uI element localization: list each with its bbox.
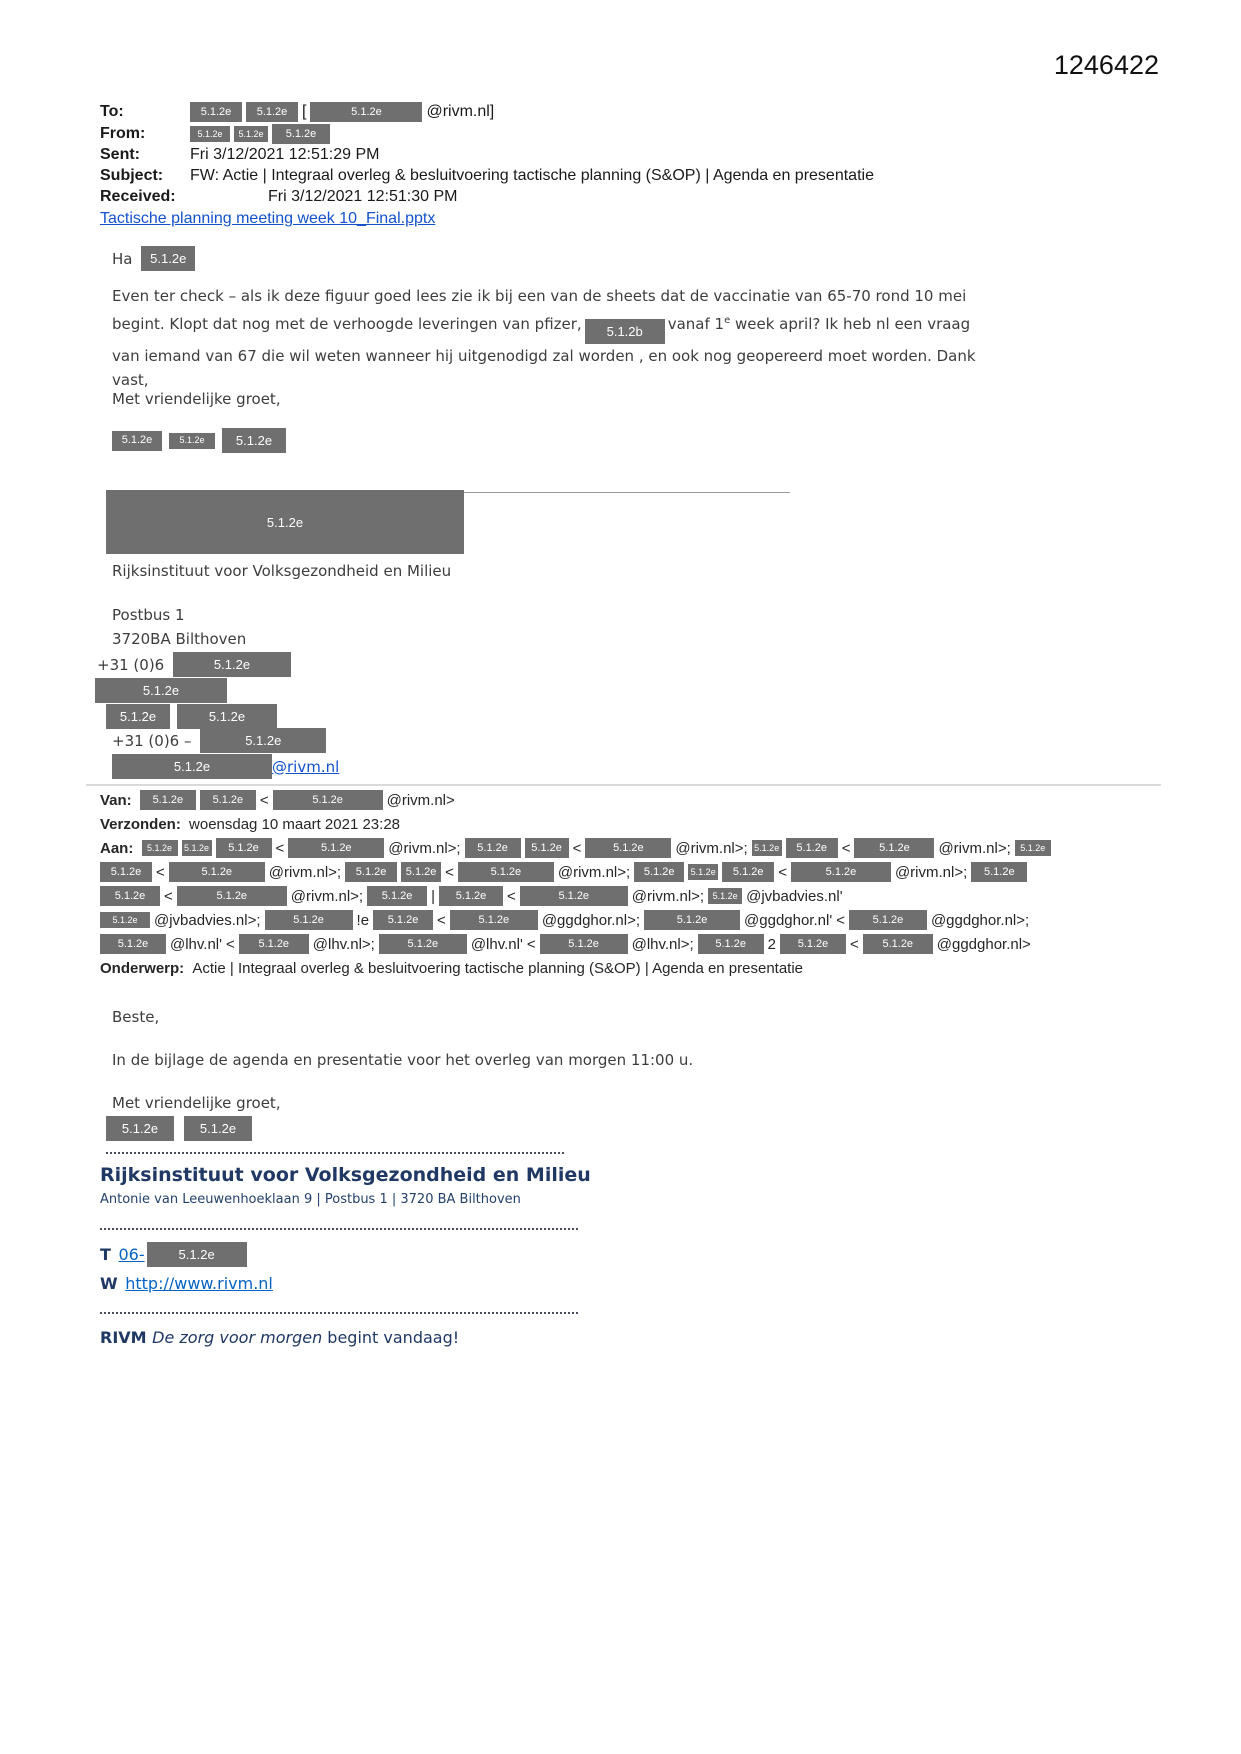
web-signature-line — [100, 1274, 273, 1293]
redaction-block: 5.1.2e — [100, 934, 166, 954]
slogan-line — [100, 1328, 459, 1347]
redaction-block: 5.1.2e — [345, 862, 397, 882]
text-token: @rivm.nl>; — [631, 887, 705, 905]
redaction-block: 5.1.2e — [169, 433, 215, 449]
redaction-block: 5.1.2e — [222, 428, 286, 453]
redaction-block: 5.1.2e — [722, 862, 774, 882]
redaction-block: 5.1.2e — [173, 652, 291, 677]
redaction-block: 5.1.2e — [190, 102, 242, 122]
redaction-block: 5.1.2e — [184, 1116, 252, 1141]
body-line-2: In de bijlage de agenda en presentatie voor het overleg van morgen 11:00 u. — [112, 1051, 694, 1069]
text-token: @ggdghor.nl>; — [541, 911, 641, 929]
greeting-line — [112, 246, 195, 271]
text-token: Fri 3/12/2021 12:51:29 PM — [190, 146, 380, 163]
org-name-2: Rijksinstituut voor Volksgezondheid en Milieu — [100, 1164, 591, 1186]
attachment-row — [100, 210, 435, 228]
text-token: < — [275, 839, 285, 857]
header-row-received — [100, 188, 457, 206]
text-token: van iemand van 67 die wil weten wanneer hij uitgenodigd zal worden , en ook nog geopereerd moet worden. Dank — [112, 346, 976, 365]
text-token: Verzonden: — [100, 816, 186, 833]
sent-value — [190, 146, 379, 164]
redaction-block: 5.1.2e — [644, 910, 740, 930]
text-token: < — [841, 839, 851, 857]
redaction-block: 5.1.2e — [141, 246, 195, 271]
org-address-2: Antonie van Leeuwenhoeklaan 9 | Postbus 1 | 3720 BA Bilthoven — [100, 1192, 521, 1207]
text-token: @rivm.nl> — [386, 791, 455, 809]
signature-redaction-row — [112, 428, 286, 453]
text-token: begint. Klopt dat nog met de verhoogde leveringen van pfizer, — [112, 314, 582, 333]
verzonden-line — [100, 816, 400, 833]
redaction-block: 5.1.2e — [849, 910, 927, 930]
text-token: @lhv.nl>; — [312, 935, 375, 953]
text-token: < — [156, 863, 165, 881]
attachment-link[interactable]: Tactische planning meeting week 10_Final.pptx — [100, 210, 436, 227]
text-token: @rivm.nl>; — [290, 887, 364, 905]
sent-label: Sent: — [100, 146, 140, 163]
greeting-line-2: Beste, — [112, 1008, 160, 1026]
text-token: [ — [302, 103, 307, 120]
redaction-block: 5.1.2e — [182, 840, 212, 856]
text-token: @ggdghor.nl>; — [930, 911, 1030, 929]
text-token: < — [437, 911, 446, 929]
received-value — [190, 188, 457, 206]
redaction-block: 5.1.2e — [708, 888, 742, 904]
signature-card-redaction: 5.1.2e — [106, 490, 464, 554]
text-token: < — [526, 935, 536, 953]
text-token: Onderwerp: — [100, 960, 189, 977]
redaction-block: 5.1.2e — [540, 934, 628, 954]
redaction-block: 5.1.2e — [791, 862, 891, 882]
aan-line-5 — [100, 934, 1031, 954]
redaction-block: 5.1.2e — [112, 754, 272, 779]
redaction-block: 5.1.2b — [585, 319, 665, 344]
text-token: +31 (0)6 — [97, 655, 169, 674]
text-token: W — [100, 1274, 124, 1293]
text-token: @lhv.nl' — [470, 935, 523, 953]
text-token: < — [445, 863, 454, 881]
dotted-separator-2 — [100, 1228, 578, 1230]
onderwerp-line — [100, 960, 803, 977]
text-token: Actie | Integraal overleg & besluitvoering tactische planning (S&OP) | Agenda en presentatie — [192, 960, 804, 977]
phone-signature-line — [100, 1242, 247, 1267]
text-token: @rivm.nl>; — [268, 863, 342, 881]
redaction-block: 5.1.2e — [169, 862, 265, 882]
text-token: < — [778, 863, 787, 881]
phone-line-2 — [112, 728, 326, 753]
redaction-block: 5.1.2e — [401, 862, 441, 882]
text-token: T — [100, 1245, 117, 1264]
text-token: < — [836, 911, 845, 929]
text-token: < — [259, 791, 269, 809]
text-token: @jvbadvies.nl' — [746, 887, 843, 905]
redaction-block: 5.1.2e — [698, 934, 764, 954]
redaction-block: 5.1.2e — [273, 790, 383, 810]
text-token: @rivm.nl] — [426, 103, 495, 120]
to-label: To: — [100, 103, 124, 120]
org-name-1: Rijksinstituut voor Volksgezondheid en Milieu — [112, 562, 452, 580]
redaction-block: 5.1.2e — [288, 838, 384, 858]
text-token: Fri 3/12/2021 12:51:30 PM — [268, 188, 458, 205]
redaction-block: 5.1.2e — [520, 886, 628, 906]
text-token: vanaf 1 — [667, 314, 725, 333]
aan-line-2 — [100, 862, 1027, 882]
redaction-block: 5.1.2e — [450, 910, 538, 930]
aan-line-4 — [100, 910, 1029, 930]
dotted-separator-3 — [100, 1312, 578, 1314]
redaction-block: 5.1.2e — [373, 910, 433, 930]
text-token: < — [164, 887, 173, 905]
redacted-line-1 — [95, 678, 227, 703]
redaction-block: 5.1.2e — [525, 838, 569, 858]
redaction-block: 5.1.2e — [200, 728, 326, 753]
redaction-block: 5.1.2e — [177, 886, 287, 906]
redacted-line-2 — [106, 704, 277, 729]
aan-line-1 — [100, 838, 1051, 858]
text-token: @lhv.nl>; — [631, 935, 694, 953]
body-paragraph — [112, 284, 1137, 393]
document-number: 1246422 — [1053, 50, 1159, 80]
redaction-block: 5.1.2e — [465, 838, 521, 858]
redaction-block: 5.1.2e — [688, 864, 718, 880]
link[interactable]: http://www.rivm.nl — [125, 1274, 273, 1293]
redaction-block: 5.1.2e — [780, 934, 846, 954]
text-token: week april? Ik heb nl een vraag — [730, 314, 971, 333]
redaction-block: 5.1.2e — [752, 840, 782, 856]
subject-label: Subject: — [100, 167, 164, 184]
redaction-block: 5.1.2e — [265, 910, 353, 930]
text-token: FW: Actie | Integraal overleg & besluitvoering tactische planning (S&OP) | Agenda en presentatie — [190, 167, 874, 184]
text-token: @ggdghor.nl> — [936, 935, 1031, 953]
text-token: vast, — [112, 371, 149, 389]
closing-line-2: Met vriendelijke groet, — [112, 1094, 281, 1112]
redaction-block: 5.1.2e — [100, 886, 160, 906]
header-row-from — [100, 124, 330, 144]
received-label: Received: — [100, 188, 176, 205]
text-token: < — [850, 935, 859, 953]
section-divider — [86, 784, 1161, 786]
header-row-subject — [100, 167, 874, 185]
header-row-to — [100, 102, 494, 122]
phone-line-1 — [97, 652, 291, 677]
text-token: @rivm.nl>; — [557, 863, 631, 881]
text-token: | — [431, 887, 435, 905]
redaction-block: 5.1.2e — [439, 886, 503, 906]
text-token: @rivm.nl>; — [388, 839, 461, 857]
text-token: Van: — [100, 791, 136, 809]
redaction-block: 5.1.2e — [367, 886, 427, 906]
signature-redaction-row-2 — [106, 1116, 252, 1141]
text-token: @jvbadvies.nl>; — [154, 911, 261, 929]
redaction-block: 5.1.2e — [112, 431, 162, 451]
redaction-block: 5.1.2e — [272, 124, 330, 144]
redaction-block: 5.1.2e — [200, 790, 256, 810]
from-value — [190, 124, 330, 144]
redaction-block: 5.1.2e — [310, 102, 422, 122]
header-row-sent — [100, 146, 379, 164]
redaction-block: 5.1.2e — [863, 934, 933, 954]
redaction-block: 5.1.2e — [95, 678, 227, 703]
text-token: RIVM — [100, 1328, 153, 1347]
redaction-block: 5.1.2e — [100, 862, 152, 882]
text-token: Ha — [112, 249, 138, 268]
redaction-block: 5.1.2e — [100, 912, 150, 928]
redaction-block: 5.1.2e — [971, 862, 1027, 882]
van-line — [100, 790, 455, 810]
text-token: De zorg voor morgen — [152, 1328, 323, 1347]
redaction-block: 5.1.2e — [246, 102, 298, 122]
address-line-2: 3720BA Bilthoven — [112, 630, 247, 648]
dotted-separator-1 — [106, 1152, 564, 1154]
redaction-block: 5.1.2e — [177, 704, 277, 729]
redaction-block: 5.1.2e — [585, 838, 671, 858]
signature-card-line — [464, 492, 790, 493]
closing-line: Met vriendelijke groet, — [112, 390, 281, 408]
text-token: @rivm.nl>; — [938, 839, 1011, 857]
redaction-block: 5.1.2e — [106, 1116, 174, 1141]
text-token: < — [572, 839, 582, 857]
to-value — [190, 102, 494, 122]
text-token: Aan: — [100, 839, 138, 857]
link[interactable]: @rivm.nl — [272, 757, 340, 776]
text-token: begint vandaag! — [322, 1328, 460, 1347]
redaction-block: 5.1.2e — [854, 838, 934, 858]
redaction-block: 5.1.2e — [239, 934, 309, 954]
text-token: @rivm.nl>; — [894, 863, 968, 881]
redaction-block: 5.1.2e — [106, 704, 170, 729]
link[interactable]: 06- — [118, 1245, 145, 1264]
redaction-block: 5.1.2e — [1015, 840, 1051, 856]
redaction-block: 5.1.2e — [140, 790, 196, 810]
text-token: woensdag 10 maart 2021 23:28 — [189, 816, 401, 833]
redaction-block: 5.1.2e — [234, 126, 268, 142]
redaction-block: 5.1.2e — [216, 838, 272, 858]
redaction-block: 5.1.2e — [786, 838, 838, 858]
text-token: Even ter check – als ik deze figuur goed lees zie ik bij een van de sheets dat de vaccinatie van 65-70 rond 10 mei — [112, 287, 967, 305]
text-token: +31 (0)6 – — [112, 731, 197, 750]
text-token: < — [226, 935, 235, 953]
redaction-block: 5.1.2e — [147, 1242, 247, 1267]
text-token: e — [724, 314, 731, 326]
text-token: < — [507, 887, 516, 905]
aan-line-3 — [100, 886, 843, 906]
redaction-block: 5.1.2e — [142, 840, 178, 856]
redaction-block: 5.1.2e — [634, 862, 684, 882]
email-address-line — [112, 754, 339, 779]
address-line-1: Postbus 1 — [112, 606, 185, 624]
from-label: From: — [100, 125, 146, 142]
text-token: !e — [356, 911, 370, 929]
text-token: @lhv.nl' — [170, 935, 222, 953]
redaction-block: 5.1.2e — [458, 862, 554, 882]
redaction-block: 5.1.2e — [379, 934, 467, 954]
redaction-block: 5.1.2e — [190, 126, 230, 142]
text-token: @ggdghor.nl' — [744, 911, 833, 929]
text-token: 2 — [767, 935, 776, 953]
text-token: @rivm.nl>; — [675, 839, 748, 857]
subject-value — [190, 167, 874, 185]
